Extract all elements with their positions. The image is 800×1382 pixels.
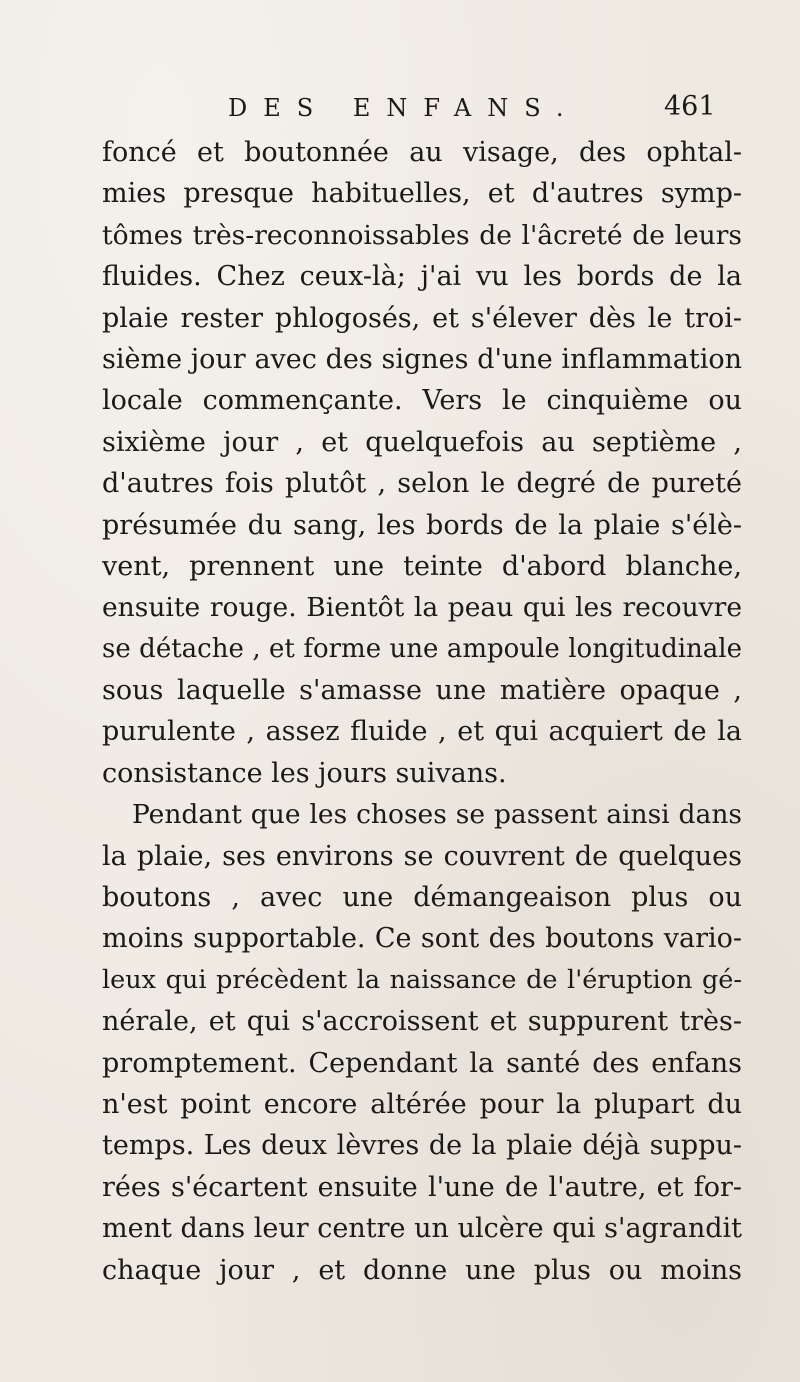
text-line: sixième jour , et quelquefois au septième , <box>102 426 742 458</box>
running-title: DES ENFANS. <box>228 94 580 122</box>
page-number: 461 <box>664 91 716 122</box>
text-line: consistance les jours suivans. <box>102 757 507 789</box>
text-line: plaie rester phlogosés, et s'élever dès le troi- <box>102 302 742 334</box>
body-text <box>102 132 742 1291</box>
text-line: leux qui précèdent la naissance de l'éruption gé- <box>102 964 742 995</box>
text-line: ment dans leur centre un ulcère qui s'agrandit <box>102 1213 742 1245</box>
text-line: vent, prennent une teinte d'abord blanche, <box>102 550 742 582</box>
text-line: temps. Les deux lèvres de la plaie déjà suppu- <box>102 1130 742 1162</box>
text-line: nérale, et qui s'accroissent et suppurent très- <box>102 1006 742 1038</box>
text-line: sième jour avec des signes d'une inflammation <box>102 343 742 375</box>
text-line: foncé et boutonnée au visage, des ophtal- <box>102 137 742 168</box>
text-line: promptement. Cependant la santé des enfans <box>102 1047 742 1079</box>
text-line: rées s'écartent ensuite l'une de l'autre, et for- <box>102 1171 742 1203</box>
text-line: d'autres fois plutôt , selon le degré de pureté <box>102 468 742 500</box>
text-line: purulente , assez fluide , et qui acquiert de la <box>102 716 742 748</box>
text-line: chaque jour , et donne une plus ou moins <box>102 1254 742 1286</box>
text-line: mies presque habituelles, et d'autres symp- <box>102 178 742 210</box>
text-line: fluides. Chez ceux-là; j'ai vu les bords de la <box>102 261 742 293</box>
text-line: se détache , et forme une ampoule longitudinale <box>102 633 742 664</box>
text-line: locale commençante. Vers le cinquième ou <box>102 385 742 417</box>
text-line: Pendant que les choses se passent ainsi dans <box>132 799 742 831</box>
text-line: boutons , avec une démangeaison plus ou <box>102 882 742 914</box>
text-line: présumée du sang, les bords de la plaie s'élè- <box>102 509 742 541</box>
text-line: ensuite rouge. Bientôt la peau qui les recouvre <box>102 592 742 624</box>
text-line: moins supportable. Ce sont des boutons vario- <box>102 923 742 955</box>
text-line: la plaie, ses environs se couvrent de quelques <box>102 840 742 872</box>
text-line: n'est point encore altérée pour la plupart du <box>102 1088 742 1120</box>
text-line: tômes très-reconnoissables de l'âcreté de leurs <box>102 219 742 251</box>
text-line: sous laquelle s'amasse une matière opaque , <box>102 675 742 707</box>
